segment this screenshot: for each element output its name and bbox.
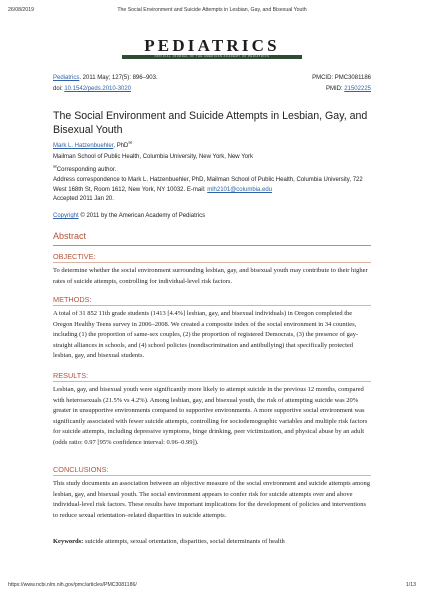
conclusions-heading: CONCLUSIONS: bbox=[53, 465, 109, 474]
pmid-line bbox=[326, 84, 371, 95]
address: Address correspondence to Mark L. Hatzenbuehler, PhD, Mailman School of Public Health, Columbia University, 722 West 168th St, Room 1612, New York, NY 10032. E-mail: mlh2101@columbia.edu bbox=[53, 177, 363, 193]
conclusions-rule bbox=[53, 475, 371, 476]
email-link[interactable]: mlh2101@columbia.edu bbox=[207, 187, 272, 193]
citation-details: . 2011 May; 127(5): 896–903. bbox=[79, 75, 158, 81]
copyright-link[interactable]: Copyright bbox=[53, 213, 79, 219]
results-rule bbox=[53, 381, 371, 382]
methods-rule bbox=[53, 305, 371, 306]
journal-logo[interactable]: PEDIATRICS bbox=[144, 36, 280, 55]
keywords-line bbox=[53, 537, 371, 548]
author-suffix: , PhD bbox=[113, 143, 129, 149]
abstract-heading: Abstract bbox=[53, 231, 87, 241]
results-text: Lesbian, gay, and bisexual youth were significantly more likely to attempt suicide in the previous 12 months, compared with heterosexuals (21.5% vs 4.2%). Among lesbian, gay, and bisexual youth, the risk of attempting suicide was 20% greater in unsupportive environments compared to supportive environments. A more supportive social environment was significantly associated with fewer suicide attempts, controlling for sociodemographic variables and multiple risk factors for suicide attempts, including depressive symptoms, binge drinking, peer victimization, and physical abuse by an adult (odds ratio: 0.97 [95% confidence interval: 0.96–0.99]). bbox=[53, 386, 368, 446]
article-title: The Social Environment and Suicide Attempts in Lesbian, Gay, and Bisexual Youth bbox=[53, 110, 368, 136]
pmcid: PMCID: PMC3081186 bbox=[312, 75, 371, 81]
conclusions-text: This study documents an association between an objective measure of the social environment and suicide attempts among lesbian, gay, and bisexual youth. The social environment appears to confer risk for suicide attempts over and above individual-level risk factors. These results have important implications for the development of policies and interventions to reduce sexual orientation–related disparities in suicide attempts. bbox=[53, 480, 370, 519]
doi-prefix: doi: bbox=[53, 86, 65, 92]
corresponding-author: ✉Corresponding author. bbox=[53, 164, 117, 173]
methods-heading: METHODS: bbox=[53, 295, 92, 304]
objective-text: To determine whether the social environment surrounding lesbian, gay, and bisexual youth may contribute to their higher rates of suicide attempts, controlling for individual-level risk factors. bbox=[53, 267, 368, 285]
print-doc-title: The Social Environment and Suicide Attempts in Lesbian, Gay, and Bisexual Youth bbox=[117, 7, 307, 13]
methods-text: A total of 31 852 11th grade students (1413 [4.4%] lesbian, gay, and bisexual individuals) in Oregon completed the Oregon Healthy Teens survey in 2006–2008. We created a composite index of the social environment in 34 counties, including (1) the proportion of same-sex couples, (2) the proportion of registered Democrats, (3) the presence of gay-straight alliances in schools, and (4) school policies (nondiscrimination and antibullying) that specifically protected lesbian, gay, and bisexual students. bbox=[53, 310, 359, 360]
objective-heading: OBJECTIVE: bbox=[53, 252, 96, 261]
affiliation: Mailman School of Public Health, Columbia University, New York, New York bbox=[53, 154, 253, 160]
keywords: suicide attempts, sexual orientation, disparities, social determinants of health bbox=[83, 538, 285, 545]
copyright-line: Copyright © 2011 by the American Academy of Pediatrics bbox=[53, 213, 206, 219]
results-heading: RESULTS: bbox=[53, 371, 89, 380]
affiliation-block bbox=[53, 152, 373, 195]
print-footer bbox=[8, 582, 416, 588]
author-link[interactable]: Mark L. Hatzenbuehler bbox=[53, 143, 114, 149]
footer-url: https://www.ncbi.nlm.nih.gov/pmc/articles/PMC3081186/ bbox=[8, 582, 137, 588]
accepted-date: Accepted 2011 Jan 20. bbox=[53, 196, 114, 202]
objective-rule bbox=[53, 262, 371, 263]
doi-link[interactable]: 10.1542/peds.2010-3020 bbox=[64, 86, 132, 92]
pmid-link[interactable]: 21502225 bbox=[344, 86, 371, 92]
footer-page: 1/13 bbox=[405, 582, 416, 588]
pmid-prefix: PMID: bbox=[325, 86, 345, 92]
corresponding-mark[interactable]: ✉ bbox=[128, 140, 133, 145]
citation-block bbox=[53, 73, 371, 95]
journal-tagline: OFFICIAL JOURNAL OF THE AMERICAN ACADEMY OF PEDIATRICS bbox=[154, 55, 270, 58]
keywords-label: Keywords: bbox=[53, 538, 84, 545]
print-date: 26/08/2019 bbox=[8, 7, 34, 13]
abstract-rule bbox=[53, 245, 371, 246]
journal-link[interactable]: Pediatrics bbox=[53, 75, 80, 81]
author-line bbox=[53, 140, 132, 149]
